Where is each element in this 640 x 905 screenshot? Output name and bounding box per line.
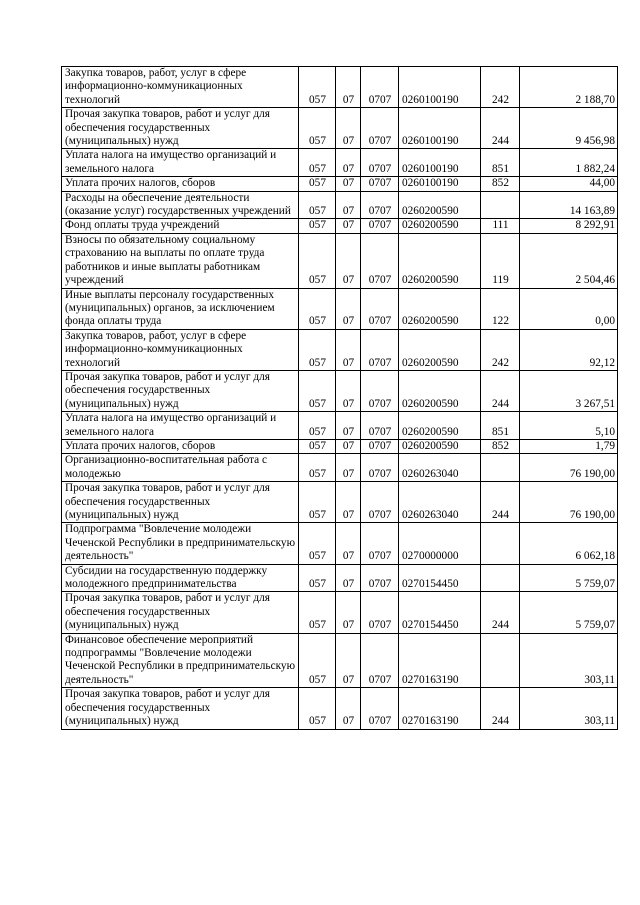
expense-name-cell: Уплата налога на имущество организаций и земельного налога: [62, 149, 299, 177]
target-article-cell: 0260200590: [399, 412, 481, 440]
section-code-cell: 07: [336, 329, 361, 370]
amount-cell: 1 882,24: [520, 149, 618, 177]
section-code-cell: 07: [336, 439, 361, 453]
expense-name-cell: Взносы по обязательному социальному страхованию на выплаты по оплате труда работников и иные выплаты работникам учреждений: [62, 233, 299, 288]
amount-cell: 92,12: [520, 329, 618, 370]
grbs-code-cell: 057: [299, 454, 336, 482]
subsection-code-cell: 0707: [361, 482, 399, 523]
subsection-code-cell: 0707: [361, 688, 399, 729]
expense-type-cell: 244: [481, 108, 520, 149]
table-row: [62, 412, 618, 440]
section-code-cell: 07: [336, 108, 361, 149]
amount-cell: 8 292,91: [520, 219, 618, 233]
grbs-code-cell: 057: [299, 67, 336, 108]
expense-type-cell: 851: [481, 149, 520, 177]
grbs-code-cell: 057: [299, 288, 336, 329]
expense-name-cell: Прочая закупка товаров, работ и услуг для обеспечения государственных (муниципальных) нужд: [62, 370, 299, 411]
expense-name-cell: Уплата прочих налогов, сборов: [62, 177, 299, 191]
target-article-cell: 0270000000: [399, 523, 481, 564]
section-code-cell: 07: [336, 191, 361, 219]
section-code-cell: 07: [336, 592, 361, 633]
target-article-cell: 0270163190: [399, 633, 481, 688]
section-code-cell: 07: [336, 370, 361, 411]
grbs-code-cell: 057: [299, 592, 336, 633]
section-code-cell: 07: [336, 219, 361, 233]
target-article-cell: 0270154450: [399, 564, 481, 592]
section-code-cell: 07: [336, 564, 361, 592]
target-article-cell: 0260200590: [399, 439, 481, 453]
expense-type-cell: 851: [481, 412, 520, 440]
table-row: [62, 233, 618, 288]
expense-name-cell: Уплата прочих налогов, сборов: [62, 439, 299, 453]
grbs-code-cell: 057: [299, 108, 336, 149]
budget-table-body: [62, 67, 618, 730]
target-article-cell: 0260200590: [399, 288, 481, 329]
grbs-code-cell: 057: [299, 177, 336, 191]
expense-type-cell: 244: [481, 592, 520, 633]
subsection-code-cell: 0707: [361, 233, 399, 288]
section-code-cell: 07: [336, 177, 361, 191]
section-code-cell: 07: [336, 688, 361, 729]
expense-type-cell: [481, 633, 520, 688]
section-code-cell: 07: [336, 633, 361, 688]
expense-name-cell: Прочая закупка товаров, работ и услуг для обеспечения государственных (муниципальных) нужд: [62, 592, 299, 633]
table-row: [62, 191, 618, 219]
table-row: [62, 592, 618, 633]
grbs-code-cell: 057: [299, 370, 336, 411]
expense-name-cell: Финансовое обеспечение мероприятий подпрограммы "Вовлечение молодежи Чеченской Республики в предпринимательскую деятельность": [62, 633, 299, 688]
target-article-cell: 0260200590: [399, 191, 481, 219]
amount-cell: 44,00: [520, 177, 618, 191]
expense-name-cell: Организационно-воспитательная работа с молодежью: [62, 454, 299, 482]
document-page: [61, 66, 617, 730]
amount-cell: 6 062,18: [520, 523, 618, 564]
table-row: [62, 523, 618, 564]
target-article-cell: 0260100190: [399, 177, 481, 191]
expense-type-cell: 852: [481, 439, 520, 453]
expense-type-cell: 852: [481, 177, 520, 191]
expense-type-cell: [481, 191, 520, 219]
target-article-cell: 0260100190: [399, 67, 481, 108]
amount-cell: 76 190,00: [520, 454, 618, 482]
subsection-code-cell: 0707: [361, 454, 399, 482]
section-code-cell: 07: [336, 233, 361, 288]
grbs-code-cell: 057: [299, 633, 336, 688]
expense-type-cell: 244: [481, 370, 520, 411]
target-article-cell: 0260263040: [399, 454, 481, 482]
table-row: [62, 67, 618, 108]
grbs-code-cell: 057: [299, 523, 336, 564]
subsection-code-cell: 0707: [361, 288, 399, 329]
subsection-code-cell: 0707: [361, 523, 399, 564]
expense-name-cell: Уплата налога на имущество организаций и земельного налога: [62, 412, 299, 440]
grbs-code-cell: 057: [299, 219, 336, 233]
subsection-code-cell: 0707: [361, 108, 399, 149]
expense-name-cell: Закупка товаров, работ, услуг в сфере информационно-коммуникационных технологий: [62, 329, 299, 370]
amount-cell: 0,00: [520, 288, 618, 329]
target-article-cell: 0260100190: [399, 108, 481, 149]
grbs-code-cell: 057: [299, 688, 336, 729]
grbs-code-cell: 057: [299, 191, 336, 219]
subsection-code-cell: 0707: [361, 219, 399, 233]
target-article-cell: 0260200590: [399, 233, 481, 288]
target-article-cell: 0260200590: [399, 370, 481, 411]
target-article-cell: 0270163190: [399, 688, 481, 729]
expense-name-cell: Прочая закупка товаров, работ и услуг для обеспечения государственных (муниципальных) нужд: [62, 482, 299, 523]
grbs-code-cell: 057: [299, 482, 336, 523]
subsection-code-cell: 0707: [361, 592, 399, 633]
table-row: [62, 482, 618, 523]
subsection-code-cell: 0707: [361, 370, 399, 411]
table-row: [62, 564, 618, 592]
table-row: [62, 288, 618, 329]
section-code-cell: 07: [336, 67, 361, 108]
table-row: [62, 439, 618, 453]
table-row: [62, 329, 618, 370]
expense-type-cell: [481, 454, 520, 482]
amount-cell: 1,79: [520, 439, 618, 453]
expense-type-cell: 111: [481, 219, 520, 233]
target-article-cell: 0260263040: [399, 482, 481, 523]
amount-cell: 303,11: [520, 633, 618, 688]
subsection-code-cell: 0707: [361, 67, 399, 108]
grbs-code-cell: 057: [299, 564, 336, 592]
section-code-cell: 07: [336, 523, 361, 564]
expense-type-cell: [481, 564, 520, 592]
table-row: [62, 454, 618, 482]
grbs-code-cell: 057: [299, 439, 336, 453]
section-code-cell: 07: [336, 454, 361, 482]
expense-type-cell: 119: [481, 233, 520, 288]
grbs-code-cell: 057: [299, 149, 336, 177]
expense-type-cell: 244: [481, 482, 520, 523]
amount-cell: 14 163,89: [520, 191, 618, 219]
subsection-code-cell: 0707: [361, 191, 399, 219]
table-row: [62, 219, 618, 233]
expense-name-cell: Подпрограмма "Вовлечение молодежи Чеченской Республики в предпринимательскую деятельность": [62, 523, 299, 564]
expense-type-cell: 242: [481, 329, 520, 370]
subsection-code-cell: 0707: [361, 439, 399, 453]
section-code-cell: 07: [336, 482, 361, 523]
amount-cell: 76 190,00: [520, 482, 618, 523]
grbs-code-cell: 057: [299, 233, 336, 288]
amount-cell: 3 267,51: [520, 370, 618, 411]
amount-cell: 5 759,07: [520, 564, 618, 592]
subsection-code-cell: 0707: [361, 564, 399, 592]
target-article-cell: 0270154450: [399, 592, 481, 633]
expense-type-cell: 242: [481, 67, 520, 108]
section-code-cell: 07: [336, 149, 361, 177]
budget-table: [61, 66, 618, 730]
grbs-code-cell: 057: [299, 412, 336, 440]
expense-type-cell: 122: [481, 288, 520, 329]
subsection-code-cell: 0707: [361, 177, 399, 191]
target-article-cell: 0260200590: [399, 219, 481, 233]
amount-cell: 9 456,98: [520, 108, 618, 149]
expense-name-cell: Иные выплаты персоналу государственных (муниципальных) органов, за исключением фонда оплаты труда: [62, 288, 299, 329]
expense-name-cell: Прочая закупка товаров, работ и услуг для обеспечения государственных (муниципальных) нужд: [62, 108, 299, 149]
subsection-code-cell: 0707: [361, 633, 399, 688]
table-row: [62, 108, 618, 149]
table-row: [62, 633, 618, 688]
table-row: [62, 149, 618, 177]
expense-name-cell: Фонд оплаты труда учреждений: [62, 219, 299, 233]
amount-cell: 2 504,46: [520, 233, 618, 288]
table-row: [62, 370, 618, 411]
subsection-code-cell: 0707: [361, 329, 399, 370]
amount-cell: 2 188,70: [520, 67, 618, 108]
expense-name-cell: Закупка товаров, работ, услуг в сфере информационно-коммуникационных технологий: [62, 67, 299, 108]
expense-name-cell: Субсидии на государственную поддержку молодежного предпринимательства: [62, 564, 299, 592]
amount-cell: 5 759,07: [520, 592, 618, 633]
expense-type-cell: 244: [481, 688, 520, 729]
expense-name-cell: Прочая закупка товаров, работ и услуг для обеспечения государственных (муниципальных) нужд: [62, 688, 299, 729]
table-row: [62, 177, 618, 191]
subsection-code-cell: 0707: [361, 412, 399, 440]
table-row: [62, 688, 618, 729]
section-code-cell: 07: [336, 288, 361, 329]
expense-type-cell: [481, 523, 520, 564]
target-article-cell: 0260200590: [399, 329, 481, 370]
section-code-cell: 07: [336, 412, 361, 440]
amount-cell: 303,11: [520, 688, 618, 729]
expense-name-cell: Расходы на обеспечение деятельности (оказание услуг) государственных учреждений: [62, 191, 299, 219]
target-article-cell: 0260100190: [399, 149, 481, 177]
amount-cell: 5,10: [520, 412, 618, 440]
subsection-code-cell: 0707: [361, 149, 399, 177]
grbs-code-cell: 057: [299, 329, 336, 370]
